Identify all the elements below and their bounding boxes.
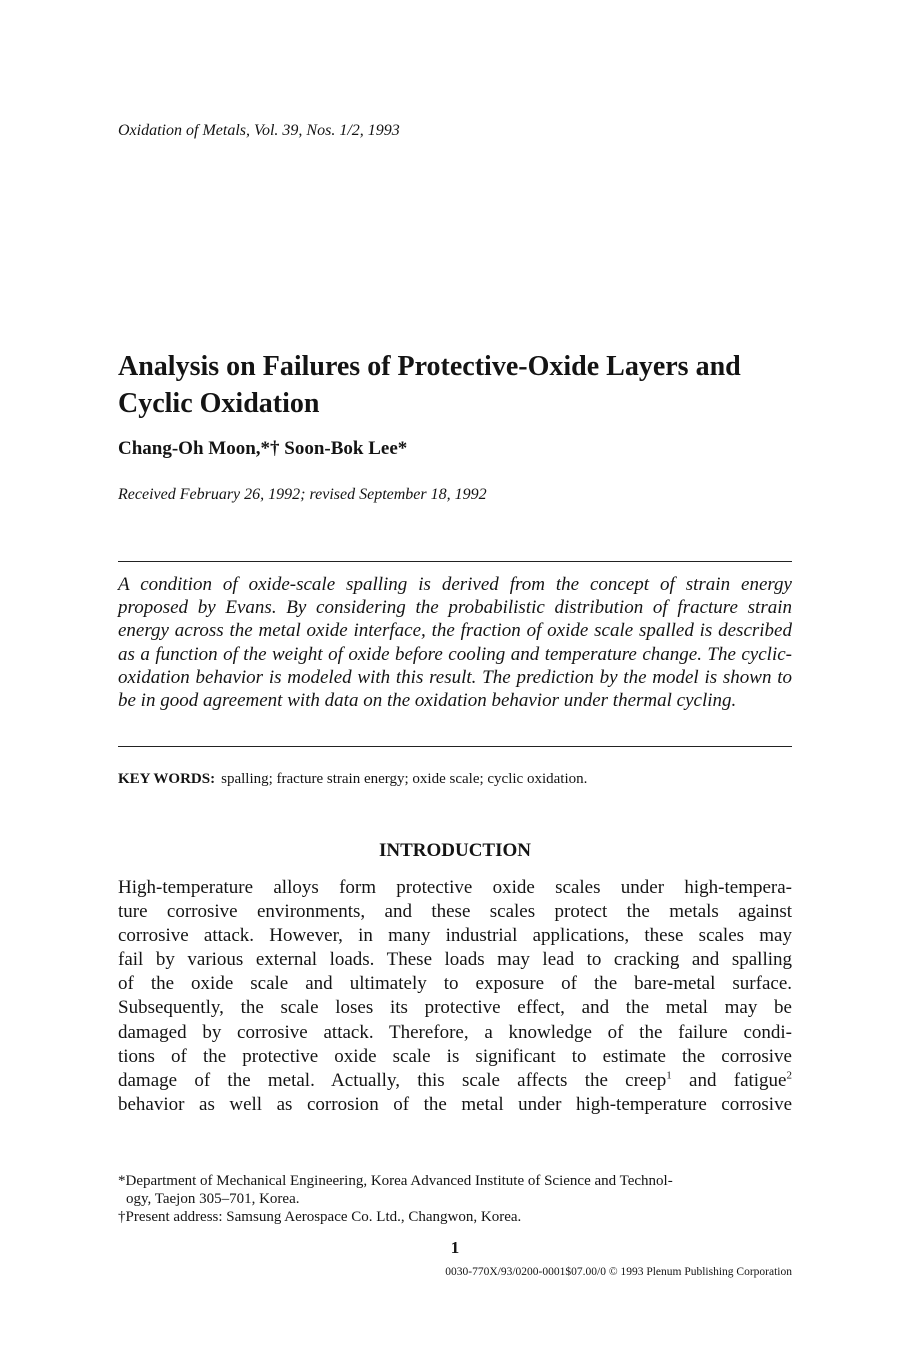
abstract-top-rule (118, 561, 792, 562)
keywords-label: KEY WORDS: (118, 771, 216, 787)
body-text-segment: damage of the metal. Actually, this scale affects the creep (118, 1069, 667, 1091)
body-line-with-refs (118, 1069, 792, 1093)
author-list: Chang-Oh Moon,*† Soon-Bok Lee* (118, 438, 408, 459)
journal-citation: Oxidation of Metals, Vol. 39, Nos. 1/2, 1993 (118, 122, 400, 139)
body-line: corrosive attack. However, in many industrial applications, these scales may (118, 925, 792, 947)
received-dates: Received February 26, 1992; revised September 18, 1992 (118, 486, 487, 503)
body-line: behavior as well as corrosion of the metal under high-temperature corrosive (118, 1093, 792, 1115)
section-heading-introduction: INTRODUCTION (378, 840, 532, 861)
footnote-affiliation-continued: ogy, Taejon 305–701, Korea. (126, 1191, 300, 1207)
body-line: Subsequently, the scale loses its protective effect, and the metal may be (118, 997, 792, 1019)
article-title: Analysis on Failures of Protective-Oxide Layers and Cyclic Oxidation (118, 351, 741, 419)
body-line: tions of the protective oxide scale is significant to estimate the corrosive (118, 1045, 792, 1067)
page-number: 1 (450, 1238, 460, 1257)
reference-marker: 1 (666, 1069, 672, 1082)
keywords (118, 771, 587, 788)
body-text-segment: and fatigue (671, 1069, 787, 1091)
body-line: fail by various external loads. These loads may lead to cracking and spalling (118, 949, 792, 971)
abstract-bottom-rule (118, 746, 792, 747)
body-line: of the oxide scale and ultimately to exposure of the bare-metal surface. (118, 973, 792, 995)
abstract: A condition of oxide-scale spalling is derived from the concept of strain energy proposed by Evans. By considering the probabilistic distribution of fracture strain energy across the metal oxide interface, the fraction of oxide scale spalled is described as a function of the weight of oxide before cooling and temperature change. The cyclic-oxidation behavior is modeled with this result. The prediction by the model is shown to be in good agreement with data on the oxidation behavior under thermal cycling. (118, 574, 792, 712)
footnotes (118, 1172, 792, 1226)
footnote-affiliation: *Department of Mechanical Engineering, Korea Advanced Institute of Science and Technol- (118, 1173, 673, 1189)
keywords-list: spalling; fracture strain energy; oxide scale; cyclic oxidation. (221, 771, 588, 787)
footnote-present-address: †Present address: Samsung Aerospace Co. Ltd., Changwon, Korea. (118, 1209, 522, 1225)
body-line: High-temperature alloys form protective oxide scales under high-tempera- (118, 877, 792, 898)
body-line: damaged by corrosive attack. Therefore, a knowledge of the failure condi- (118, 1021, 792, 1043)
copyright-line: 0030-770X/93/0200-0001$07.00/0 © 1993 Plenum Publishing Corporation (445, 1266, 792, 1278)
reference-marker: 2 (786, 1069, 792, 1082)
body-line: ture corrosive environments, and these scales protect the metals against (118, 901, 792, 923)
introduction-body (118, 876, 792, 1117)
